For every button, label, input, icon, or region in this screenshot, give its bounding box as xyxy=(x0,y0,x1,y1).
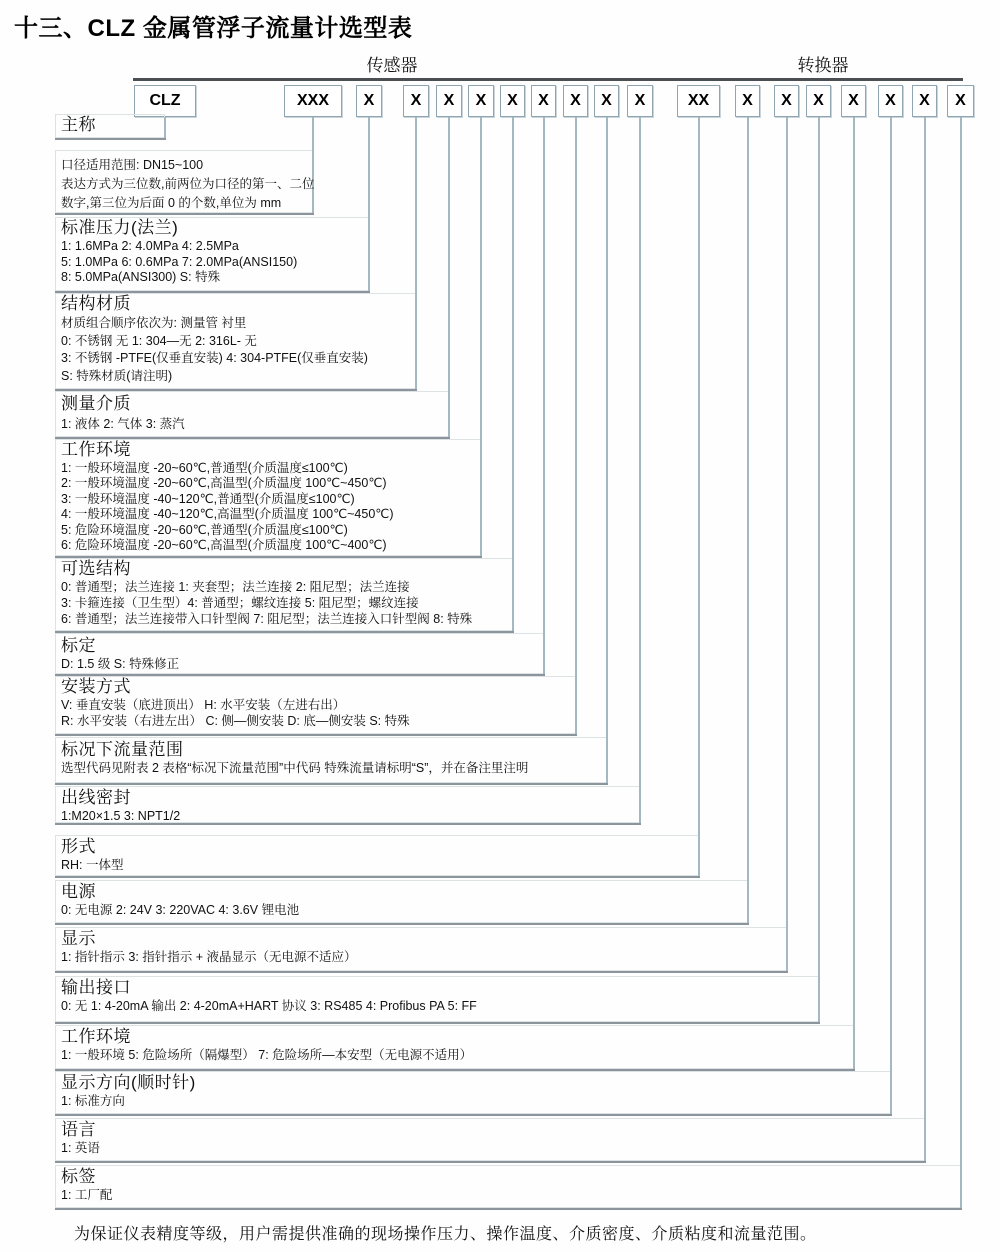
section-line: D: 1.5 级 S: 特殊修正 xyxy=(61,657,180,671)
section-line: 1: 英语 xyxy=(61,1141,100,1155)
section-title: 标准压力(法兰) xyxy=(61,218,179,237)
section-line: 2: 一般环境温度 -20~60℃,高温型(介质温度 100℃~450℃) xyxy=(61,476,387,491)
section-line: 表达方式为三位数,前两位为口径的第一、二位 xyxy=(61,177,315,191)
section-title: 工作环境 xyxy=(61,440,131,459)
section-title: 标签 xyxy=(61,1167,96,1186)
section xyxy=(57,676,958,729)
section-line: 1: 标准方向 xyxy=(61,1094,125,1108)
section-rule xyxy=(55,213,314,215)
section-rule xyxy=(55,1208,962,1210)
code-box: X xyxy=(356,85,382,117)
connector-line xyxy=(747,117,749,925)
section-title: 结构材质 xyxy=(61,294,131,313)
connector-line xyxy=(960,117,962,1210)
section-title: 主称 xyxy=(61,115,96,134)
section-title: 工作环境 xyxy=(61,1027,131,1046)
section-line: 0: 无电源 2: 24V 3: 220VAC 4: 3.6V 锂电池 xyxy=(61,903,300,917)
section-title: 形式 xyxy=(61,837,96,856)
section-line: 3: 一般环境温度 -40~120℃,普通型(介质温度≤100℃) xyxy=(61,491,355,506)
group-divider xyxy=(133,78,963,81)
code-box: X xyxy=(403,85,429,117)
code-box: X xyxy=(627,85,653,117)
section xyxy=(57,787,1000,825)
section-line: 口径适用范围: DN15~100 xyxy=(61,158,204,172)
section-rule xyxy=(55,1161,926,1163)
section-title: 输出接口 xyxy=(61,978,131,997)
section xyxy=(57,836,1000,874)
section xyxy=(57,1166,1000,1204)
code-box: X xyxy=(563,85,588,117)
section-line: 选型代码见附表 2 表格“标况下流量范围”中代码 特殊流量请标明“S”，并在备注里注明 xyxy=(61,761,529,775)
connector-line xyxy=(543,117,545,676)
section-line: 4: 一般环境温度 -40~120℃,高温型(介质温度 100℃~450℃) xyxy=(61,507,394,522)
connector-line xyxy=(448,117,450,439)
section-line: 0: 普通型；法兰连接 1: 夹套型；法兰连接 2: 阻尼型；法兰连接 xyxy=(61,580,410,594)
code-box: X xyxy=(531,85,556,117)
section xyxy=(57,217,751,286)
section-title: 电源 xyxy=(61,882,96,901)
code-box: X xyxy=(841,85,866,117)
section-line: 1: 液体 2: 气体 3: 蒸汽 xyxy=(61,417,185,431)
section-rule xyxy=(55,923,749,925)
code-box: X xyxy=(806,85,831,117)
section xyxy=(57,928,1000,966)
section-title: 安装方式 xyxy=(61,677,131,696)
section xyxy=(57,881,1000,919)
code-box: XXX xyxy=(284,85,342,117)
section xyxy=(57,558,895,627)
section xyxy=(57,114,547,136)
section-title: 测量介质 xyxy=(61,394,131,413)
connector-line xyxy=(853,117,855,1071)
connector-line xyxy=(786,117,788,973)
section-rule xyxy=(55,1022,820,1024)
section-title: 标定 xyxy=(61,636,96,655)
section-line: 3: 不锈钢 -PTFE(仅垂直安装) 4: 304-PTFE(仅垂直安装) xyxy=(61,351,368,365)
section-line: 材质组合顺序依次为: 测量管 衬里 xyxy=(61,316,247,330)
section-line: RH: 一体型 xyxy=(61,858,124,872)
connector-line xyxy=(639,117,641,825)
section-line: 6: 危险环境温度 -20~60℃,高温型(介质温度 100℃~400℃) xyxy=(61,538,387,553)
section-line: 3: 卡箍连接（卫生型）4: 普通型；螺纹连接 5: 阻尼型；螺纹连接 xyxy=(61,595,419,610)
code-box: X xyxy=(436,85,462,117)
section-rule xyxy=(55,971,788,973)
section-line: 数字,第三位为后面 0 的个数,单位为 mm xyxy=(61,196,282,210)
section-title: 出线密封 xyxy=(61,788,131,807)
footer-note: 为保证仪表精度等级，用户需提供准确的现场操作压力、操作温度、介质密度、介质粘度和流量范围。 xyxy=(74,1226,817,1243)
section xyxy=(57,1072,1000,1110)
section-line: 0: 不锈钢 无 1: 304—无 2: 316L- 无 xyxy=(61,333,257,348)
section-title: 显示方向(顺时针) xyxy=(61,1073,196,1092)
code-box: XX xyxy=(677,85,720,117)
section-rule xyxy=(55,138,166,140)
section-rule xyxy=(55,734,577,736)
section xyxy=(57,1026,1000,1064)
section-line: 1: 一般环境温度 -20~60℃,普通型(介质温度≤100℃) xyxy=(61,461,348,475)
code-box: X xyxy=(468,85,494,117)
section xyxy=(57,635,926,673)
section-rule xyxy=(55,876,700,878)
section-title: 标况下流量范围 xyxy=(61,740,184,759)
section-line: S: 特殊材质(请注明) xyxy=(61,368,173,383)
section xyxy=(57,739,989,777)
section xyxy=(57,156,695,213)
connector-line xyxy=(818,117,820,1024)
section-title: 语言 xyxy=(61,1120,96,1139)
section-line: 1: 1.6MPa 2: 4.0MPa 4: 2.5MPa xyxy=(61,239,239,253)
page-title: 十三、CLZ 金属管浮子流量计选型表 xyxy=(14,15,413,42)
connector-line xyxy=(575,117,577,736)
section-line: V: 垂直安装（底进顶出） H: 水平安装（左进右出） xyxy=(61,698,346,712)
section-line: R: 水平安装（右进左出） C: 侧—侧安装 D: 底—侧安装 S: 特殊 xyxy=(61,713,410,728)
section xyxy=(57,1119,1000,1157)
code-box: X xyxy=(947,85,974,117)
code-box: X xyxy=(594,85,619,117)
section-line: 1: 一般环境 5: 危险场所（隔爆型） 7: 危险场所—本安型（无电源不适用） xyxy=(61,1048,473,1062)
code-box: X xyxy=(500,85,525,117)
section-line: 1: 指针指示 3: 指针指示 + 液晶显示（无电源不适应） xyxy=(61,950,357,964)
section-line: 1:M20×1.5 3: NPT1/2 xyxy=(61,809,181,823)
connector-line xyxy=(924,117,926,1163)
section-line: 0: 无 1: 4-20mA 输出 2: 4-20mA+HART 协议 3: RS485 4: Profibus PA 5: FF xyxy=(61,999,477,1013)
section xyxy=(57,977,1000,1015)
group-label-converter: 转换器 xyxy=(797,56,849,75)
section-line: 8: 5.0MPa(ANSI300) S: 特殊 xyxy=(61,270,221,284)
section-line: 5: 1.0MPa 6: 0.6MPa 7: 2.0MPa(ANSI150) xyxy=(61,254,298,269)
connector-line xyxy=(606,117,608,785)
section xyxy=(57,293,798,385)
code-box: X xyxy=(735,85,760,117)
code-box: X xyxy=(912,85,937,117)
connector-line xyxy=(698,117,700,878)
code-box: X xyxy=(774,85,799,117)
section-line: 1: 工厂配 xyxy=(61,1188,113,1202)
section-rule xyxy=(55,1114,892,1116)
section-title: 显示 xyxy=(61,929,96,948)
connector-line xyxy=(512,117,514,633)
section-title: 可选结构 xyxy=(61,559,131,578)
connector-line xyxy=(890,117,892,1116)
section xyxy=(57,393,831,433)
group-label-sensor: 传感器 xyxy=(366,56,418,75)
section-line: 6: 普通型；法兰连接带入口针型阀 7: 阻尼型；法兰连接入口针型阀 8: 特殊 xyxy=(61,611,473,626)
section-line: 5: 危险环境温度 -20~60℃,普通型(介质温度≤100℃) xyxy=(61,522,348,537)
section-rule xyxy=(55,783,608,785)
section xyxy=(57,439,863,553)
code-box: X xyxy=(878,85,903,117)
code-box: CLZ xyxy=(134,85,196,117)
